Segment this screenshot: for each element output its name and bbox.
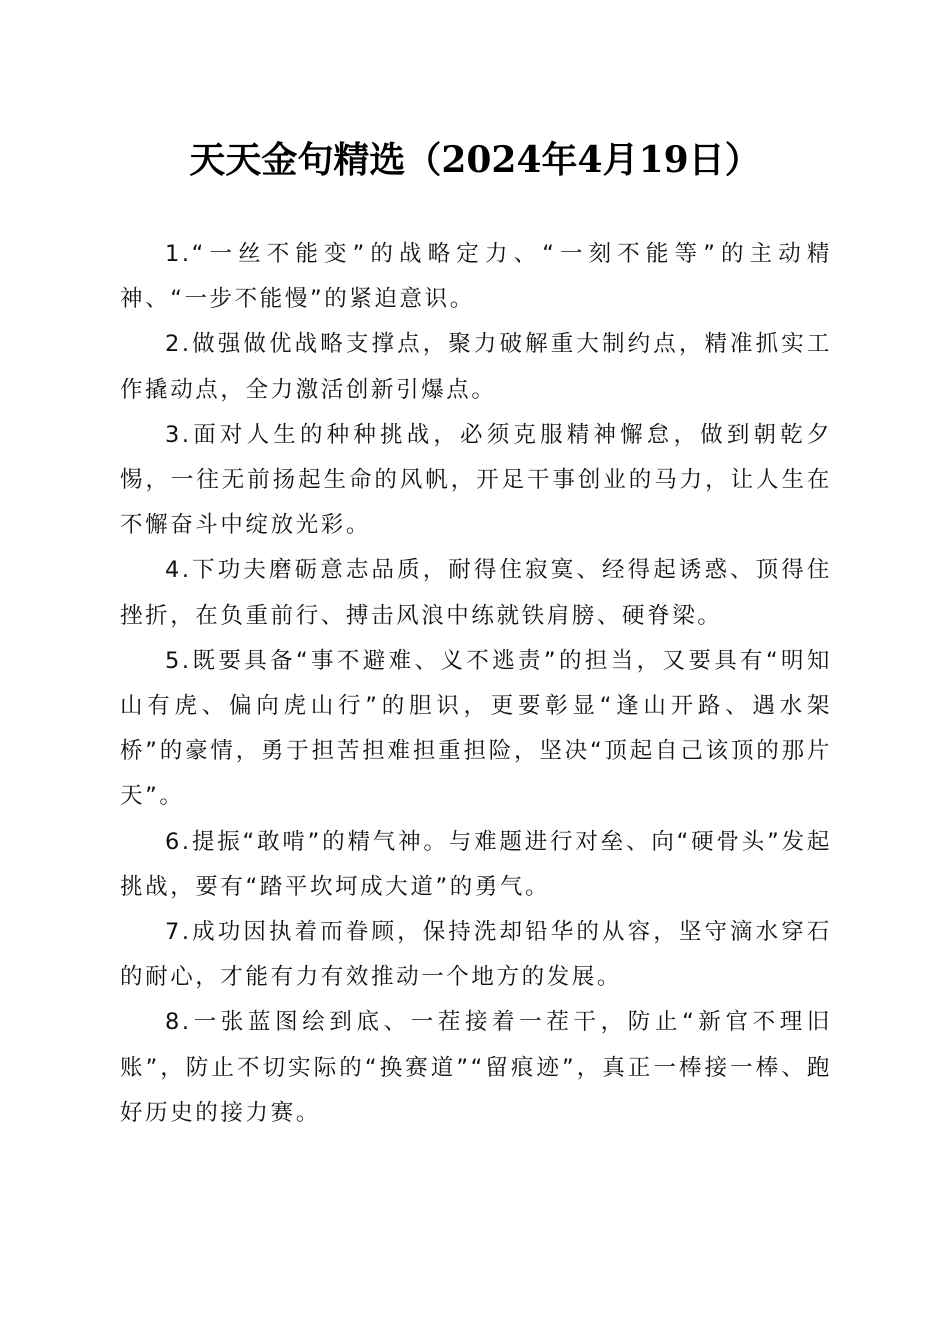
document-title: 天天金句精选（2024年4月19日） (189, 139, 761, 181)
quote-item-4: 4.下功夫磨砺意志品质，耐得住寂寞、经得起诱惑、顶得住挫折，在负重前行、搏击风浪中练就铁肩膀、硬脊梁。 (120, 557, 832, 629)
quote-item-7: 7.成功因执着而眷顾，保持洗却铅华的从容，坚守滴水穿石的耐心，才能有力有效推动一个地方的发展。 (120, 919, 832, 991)
quote-item-3: 3.面对人生的种种挑战，必须克服精神懈怠，做到朝乾夕惕，一往无前扬起生命的风帆，开足干事创业的马力，让人生在不懈奋斗中绽放光彩。 (120, 421, 832, 539)
quote-item-6: 6.提振“敢啃”的精气神。与难题进行对垒、向“硬骨头”发起挑战，要有“踏平坎坷成大道”的勇气。 (120, 828, 832, 900)
quote-item-5: 5.既要具备“事不避难、义不逃责”的担当，又要具有“明知山有虎、偏向虎山行”的胆识，更要彰显“逢山开路、遇水架桥”的豪情，勇于担苦担难担重担险，坚决“顶起自己该顶的那片天”。 (120, 647, 832, 810)
quote-item-8: 8.一张蓝图绘到底、一茬接着一茬干，防止“新官不理旧账”，防止不切实际的“换赛道”“留痕迹”，真正一棒接一棒、跑好历史的接力赛。 (120, 1009, 832, 1126)
quote-item-2: 2.做强做优战略支撑点，聚力破解重大制约点，精准抓实工作撬动点，全力激活创新引爆点。 (120, 331, 832, 403)
quote-list (120, 232, 832, 1136)
quote-item-1: 1.“一丝不能变”的战略定力、“一刻不能等”的主动精神、“一步不能慢”的紧迫意识。 (120, 241, 832, 313)
